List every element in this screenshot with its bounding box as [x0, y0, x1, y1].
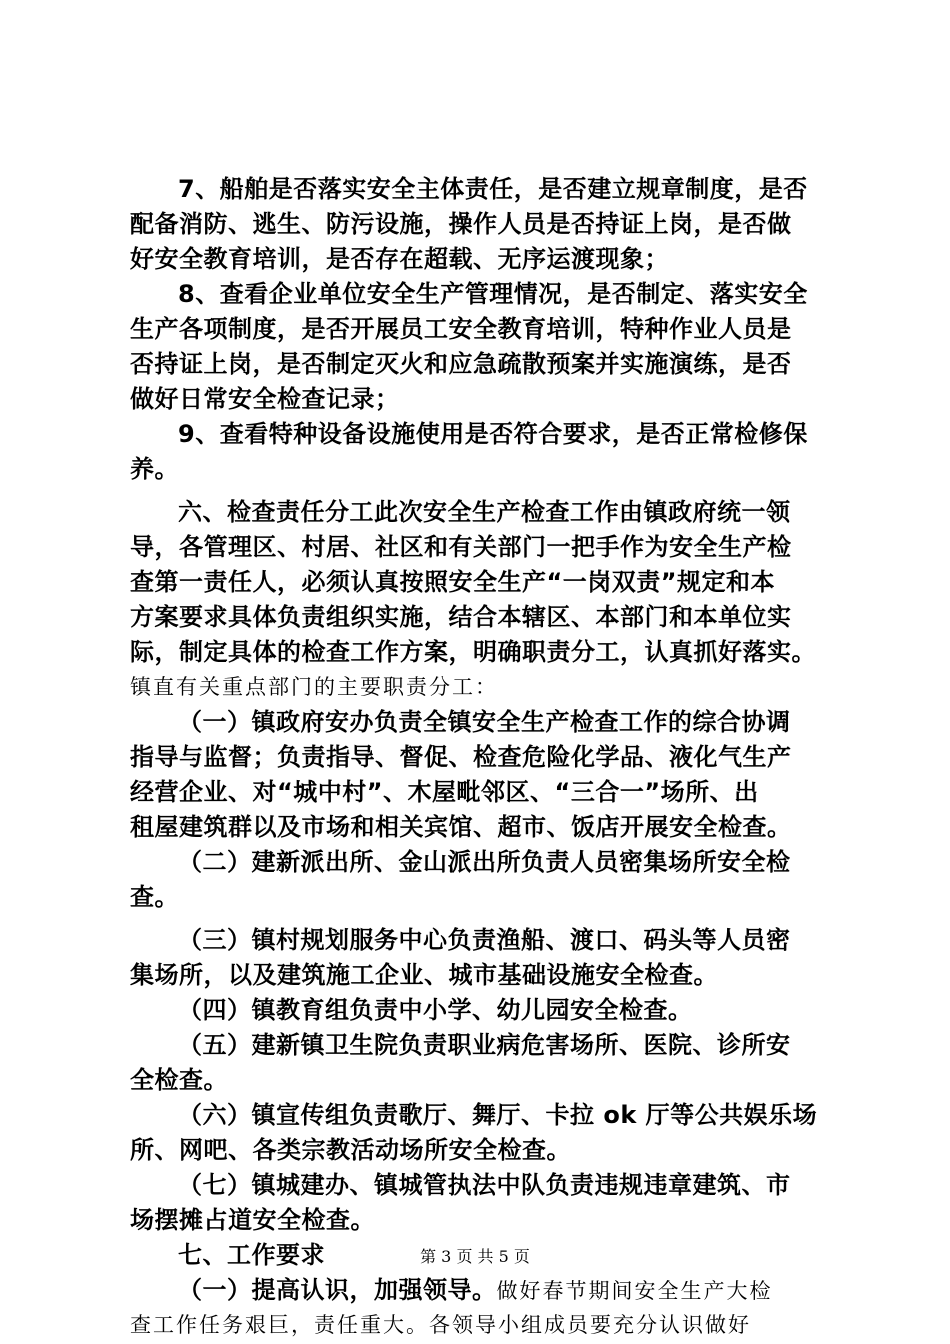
paragraph-line: 生产各项制度，是否开展员工安全教育培训，特种作业人员是	[130, 315, 792, 343]
paragraph-line: 全检查。	[130, 1066, 228, 1094]
paragraph-line: 好安全教育培训，是否存在超载、无序运渡现象；	[130, 245, 669, 273]
paragraph-line: 9、查看特种设备设施使用是否符合要求，是否正常检修保	[178, 420, 808, 448]
paragraph-line: （一）镇政府安办负责全镇安全生产检查工作的综合协调	[178, 708, 791, 736]
paragraph-line: 导，各管理区、村居、社区和有关部门一把手作为安全生产检	[130, 533, 792, 561]
paragraph-line: 际，制定具体的检查工作方案，明确职责分工，认真抓好落实。	[130, 638, 816, 666]
paragraph-line: 否持证上岗，是否制定灭火和应急疏散预案并实施演练，是否	[130, 350, 792, 378]
paragraph-line	[130, 1273, 830, 1308]
paragraph-line: 方案要求具体负责组织实施，结合本辖区、本部门和本单位实	[130, 603, 792, 631]
paragraph-line: 租屋建筑群以及市场和相关宾馆、超市、饭店开展安全检查。	[130, 813, 792, 841]
paragraph-line: 指导与监督；负责指导、督促、检查危险化学品、液化气生产	[130, 743, 792, 771]
subheading-text: （一）提高认识，加强领导。	[178, 1276, 497, 1304]
paragraph-text: 做好春节期间安全生产大检	[496, 1279, 773, 1303]
document-body	[130, 172, 830, 1343]
paragraph-line: 所、网吧、各类宗教活动场所安全检查。	[130, 1136, 571, 1164]
paragraph-line: 查第一责任人，必须认真按照安全生产“一岗双责”规定和本	[130, 568, 776, 596]
paragraph-line: 配备消防、逃生、防污设施，操作人员是否持证上岗，是否做	[130, 210, 792, 238]
paragraph-line: 7、船舶是否落实安全主体责任，是否建立规章制度，是否	[178, 175, 808, 203]
paragraph-line: 经营企业、对“城中村”、木屋毗邻区、“三合一”场所、出	[130, 778, 759, 806]
section-heading-line: 六、检查责任分工此次安全生产检查工作由镇政府统一领	[178, 498, 791, 526]
paragraph-line: （七）镇城建办、镇城管执法中队负责违规违章建筑、市	[178, 1171, 791, 1199]
paragraph-line: 做好日常安全检查记录；	[130, 385, 400, 413]
paragraph-line: 场摆摊占道安全检查。	[130, 1206, 375, 1234]
paragraph-line: （三）镇村规划服务中心负责渔船、渡口、码头等人员密	[178, 926, 791, 954]
paragraph-line: （五）建新镇卫生院负责职业病危害场所、医院、诊所安	[178, 1031, 791, 1059]
paragraph-line: （二）建新派出所、金山派出所负责人员密集场所安全检	[178, 848, 791, 876]
section-heading-line: 七、工作要求	[178, 1241, 325, 1269]
paragraph-line: 8、查看企业单位安全生产管理情况，是否制定、落实安全	[178, 280, 808, 308]
paragraph-line: 养。	[130, 455, 179, 483]
paragraph-line: （六）镇宣传组负责歌厅、舞厅、卡拉 ok 厅等公共娱乐场	[178, 1101, 818, 1129]
paragraph-line: 镇直有关重点部门的主要职责分工：	[130, 675, 498, 699]
paragraph-line: （四）镇教育组负责中小学、幼儿园安全检查。	[178, 996, 693, 1024]
paragraph-line: 集场所，以及建筑施工企业、城市基础设施安全检查。	[130, 961, 718, 989]
paragraph-line: 查工作任务艰巨，责任重大。各领导小组成员要充分认识做好	[130, 1313, 751, 1337]
paragraph-line: 查。	[130, 883, 179, 911]
page-footer: 第 3 页 共 5 页	[420, 1247, 530, 1266]
